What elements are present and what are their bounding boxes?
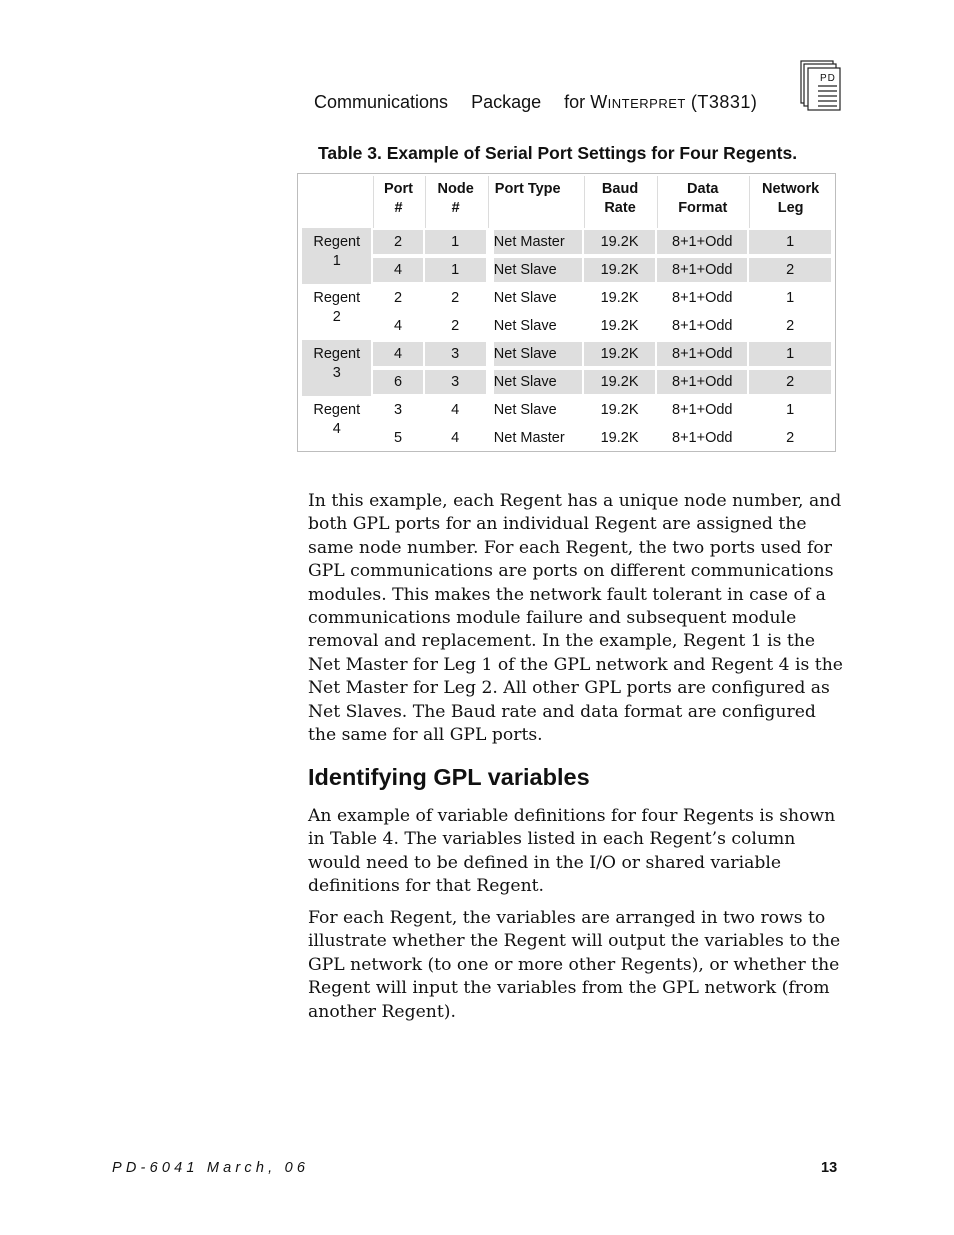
- cell-baud: 19.2K: [600, 290, 639, 306]
- header-baud-rate: Baud Rate: [584, 176, 656, 228]
- page-header: [314, 92, 794, 113]
- table-row: [302, 312, 831, 340]
- paragraph-variables-intro: [308, 805, 843, 899]
- header-word-for: for: [564, 92, 586, 112]
- cell-type: Net Slave: [488, 340, 582, 368]
- cell-node: 2: [451, 290, 460, 306]
- logo-text: PD: [820, 73, 836, 84]
- footer-page-number: 13: [821, 1160, 838, 1176]
- cell-format: 8+1+Odd: [672, 430, 733, 446]
- header-network-leg: Network Leg: [749, 176, 831, 228]
- cell-baud: 19.2K: [600, 318, 639, 334]
- regent-name-cell: Regent 2: [313, 290, 361, 325]
- cell-port: 4: [373, 256, 422, 284]
- header-data-format: Data Format: [657, 176, 747, 228]
- cell-port: 2: [393, 290, 403, 306]
- header-port-type: Port Type: [488, 176, 582, 228]
- header-product-code: (T3831): [690, 92, 758, 112]
- cell-node: 1: [425, 256, 486, 284]
- cell-node: 3: [425, 340, 486, 368]
- cell-format: 8+1+Odd: [657, 368, 747, 396]
- cell-format: 8+1+Odd: [657, 228, 747, 256]
- cell-format: 8+1+Odd: [672, 402, 733, 418]
- cell-leg: 1: [786, 290, 795, 306]
- cell-node: 4: [451, 430, 460, 446]
- header-product-name: Winterpret: [590, 92, 686, 112]
- cell-type: Net Slave: [493, 290, 557, 306]
- cell-type: Net Slave: [488, 368, 582, 396]
- table-row: [302, 228, 831, 256]
- cell-baud: 19.2K: [584, 340, 656, 368]
- paragraph-example: [308, 490, 843, 747]
- section-heading: Identifying GPL variables: [308, 764, 590, 790]
- pd-document-icon: [800, 60, 842, 112]
- table-row: [302, 340, 831, 368]
- cell-baud: 19.2K: [600, 402, 639, 418]
- table-row: [302, 396, 831, 424]
- cell-port: 4: [393, 318, 403, 334]
- cell-type: Net Slave: [493, 402, 557, 418]
- header-node: Node #: [425, 176, 486, 228]
- table-header-row: [302, 176, 831, 228]
- serial-port-table: [297, 173, 836, 452]
- cell-node: 2: [451, 318, 460, 334]
- cell-leg: 2: [749, 256, 831, 284]
- cell-type: Net Master: [493, 430, 565, 446]
- cell-baud: 19.2K: [584, 228, 656, 256]
- cell-node: 4: [451, 402, 460, 418]
- table-caption: Table 3. Example of Serial Port Settings for Four Regents.: [318, 143, 798, 163]
- cell-leg: 2: [786, 318, 795, 334]
- table-row: [302, 424, 831, 452]
- cell-leg: 2: [786, 430, 795, 446]
- cell-format: 8+1+Odd: [657, 256, 747, 284]
- cell-baud: 19.2K: [600, 430, 639, 446]
- cell-baud: 19.2K: [584, 256, 656, 284]
- paragraph-variables-arrangement: [308, 907, 843, 1024]
- cell-type: Net Slave: [488, 256, 582, 284]
- table-row: [302, 368, 831, 396]
- cell-type: Net Slave: [493, 318, 557, 334]
- footer-doc-id: PD-6041 March, 06: [112, 1160, 310, 1176]
- header-regent: [302, 176, 371, 228]
- cell-format: 8+1+Odd: [672, 290, 733, 306]
- cell-leg: 2: [749, 368, 831, 396]
- cell-port: 2: [373, 228, 422, 256]
- cell-leg: 1: [749, 340, 831, 368]
- cell-leg: 1: [786, 402, 795, 418]
- cell-port: 4: [373, 340, 422, 368]
- cell-leg: 1: [749, 228, 831, 256]
- paragraph-text: In this example, each Regent has a unique node number, and both GPL ports for an individual Regent are assigned the same node number. For each Regent, the two ports used for GPL communications are ports on different communications modules. This makes the network fault tolerant in case of a communications module failure and subsequent module removal and replacement. In the example, Regent 1 is the Net Master for Leg 1 of the GPL network and Regent 4 is the Net Master for Leg 2. All other GPL ports are configured as Net Slaves. The Baud rate and data format are configured the same for all GPL ports.: [308, 491, 843, 746]
- cell-port: 3: [393, 402, 403, 418]
- table-row: [302, 284, 831, 312]
- paragraph-text: For each Regent, the variables are arranged in two rows to illustrate whether the Regent will output the variables to the GPL network (to one or more other Regents), or whether the Regent will input the variables from the GPL network (from another Regent).: [308, 908, 841, 1022]
- cell-node: 1: [425, 228, 486, 256]
- cell-format: 8+1+Odd: [657, 340, 747, 368]
- regent-name-cell: Regent 4: [313, 402, 361, 437]
- regent-name-cell: Regent 3: [302, 340, 371, 396]
- paragraph-text: An example of variable definitions for four Regents is shown in Table 4. The variables listed in each Regent’s column would need to be defined in the I/O or shared variable definitions for that Regent.: [308, 806, 836, 897]
- cell-node: 3: [425, 368, 486, 396]
- header-port: Port #: [373, 176, 422, 228]
- table-row: [302, 256, 831, 284]
- header-word-package: Package: [471, 92, 542, 112]
- cell-baud: 19.2K: [584, 368, 656, 396]
- cell-port: 6: [373, 368, 422, 396]
- regent-name-cell: Regent 1: [302, 228, 371, 284]
- cell-port: 5: [393, 430, 403, 446]
- cell-type: Net Master: [488, 228, 582, 256]
- cell-format: 8+1+Odd: [672, 318, 733, 334]
- header-word-communications: Communications: [314, 92, 449, 112]
